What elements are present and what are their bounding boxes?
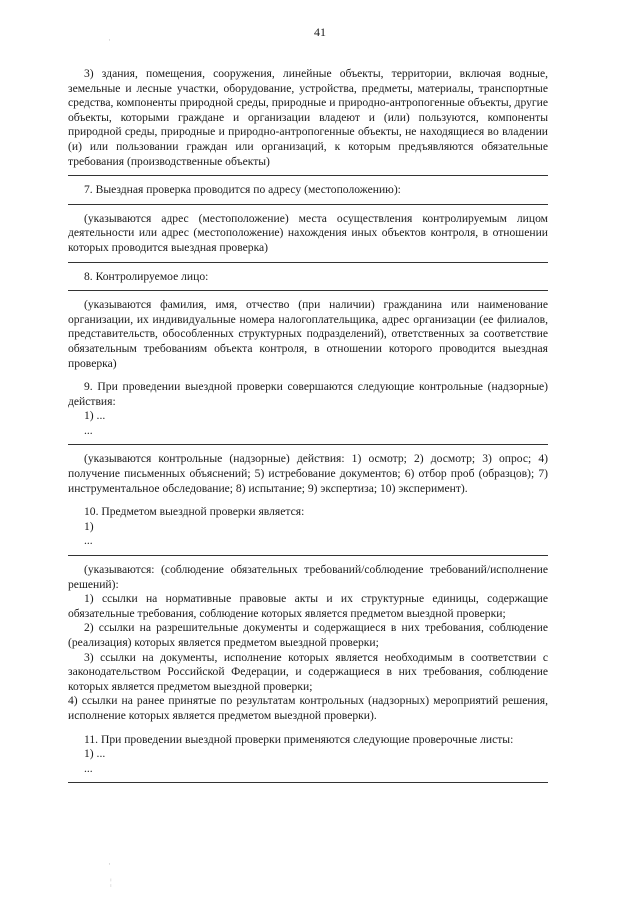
paragraph-8-note: (указываются фамилия, имя, отчество (при наличии) гражданина или наименование организации, их индивидуальные номера налогоплательщика, адрес организации (ее филиалов, представительств, обособленных структурных подразделений), ответственных за соответствие обязательным требованиям объекта контроля, в отношении которого проводится выездная проверка) [68,298,548,370]
fill-line [68,204,548,205]
paragraph-9-note: (указываются контрольные (надзорные) действия: 1) осмотр; 2) досмотр; 3) опрос; 4) получение письменных объяснений; 5) истребование документов; 6) отбор проб (образцов); 7) инструментальное обследование; 8) испытание; 9) экспертиза; 10) эксперимент). [68,452,548,495]
paragraph-10-note-3: 3) ссылки на документы, исполнение которых является необходимым в соответствии с законодательством Российской Федерации, и содержащиеся в них требования, соблюдение которых является предметом выездной проверки; [68,650,548,693]
fill-line [68,175,548,176]
fill-line [68,782,548,783]
fill-line [68,262,548,263]
page-number: 41 [314,25,326,39]
fill-line [68,290,548,291]
fill-line [68,444,548,445]
paragraph-9-ellipsis: ... [84,423,93,437]
paragraph-10-note-1: 1) ссылки на нормативные правовые акты и их структурные единицы, содержащие обязательные требования, соблюдение которых является предметом выездной проверки; [68,592,548,620]
paragraph-10-note-head: (указываются: (соблюдение обязательных требований/соблюдение требований/исполнение решений): [68,563,548,591]
paragraph-7-note: (указываются адрес (местоположение) места осуществления контролируемым лицом деятельности или адрес (местоположение) нахождения иных объектов контроля, в отношении которых проводится выездная проверка) [68,211,548,254]
fill-line [68,555,548,556]
paragraph-10-ellipsis: ... [84,534,93,548]
paragraph-7-address: 7. Выездная проверка проводится по адресу (местоположению): [84,183,401,197]
paragraph-11-ellipsis: ... [84,761,93,775]
paragraph-3-production-objects: 3) здания, помещения, сооружения, линейные объекты, территории, включая водные, земельные и лесные участки, оборудование, устройства, предметы, материалы, транспортные средства, компоненты природной среды, природные и природно-антропогенные объекты, другие объекты, которыми граждане и организации владеют и (или) пользуются, компоненты природной среды, природные и природно-антропогенные объекты, не находящиеся во владении (и) или пользовании граждан или организаций, к которым предъявляются обязательные требования (производственные объекты) [68,67,548,168]
paragraph-10-subject: 10. Предметом выездной проверки является: [84,505,305,519]
paragraph-11-item: 1) ... [84,747,106,761]
scan-speck: · [108,859,111,869]
paragraph-10-note-2: 2) ссылки на разрешительные документы и содержащиеся в них требования, соблюдение (реализация) которых является предметом выездной проверки; [68,621,548,649]
scan-speck: · [108,35,111,45]
paragraph-8-controlled-person: 8. Контролируемое лицо: [84,269,209,283]
paragraph-10-item: 1) [84,519,94,533]
paragraph-11-checklists: 11. При проведении выездной проверки применяются следующие проверочные листы: [84,732,514,746]
paragraph-10-note-4: 4) ссылки на ранее принятые по результатам контрольных (надзорных) мероприятий решения, исполнение которых является предметом выездной проверки). [68,694,548,722]
scan-speck: ¦ [110,877,112,887]
paragraph-9-actions: 9. При проведении выездной проверки совершаются следующие контрольные (надзорные) действия: [68,380,548,408]
document-body [68,67,548,790]
paragraph-9-item: 1) ... [84,409,106,423]
